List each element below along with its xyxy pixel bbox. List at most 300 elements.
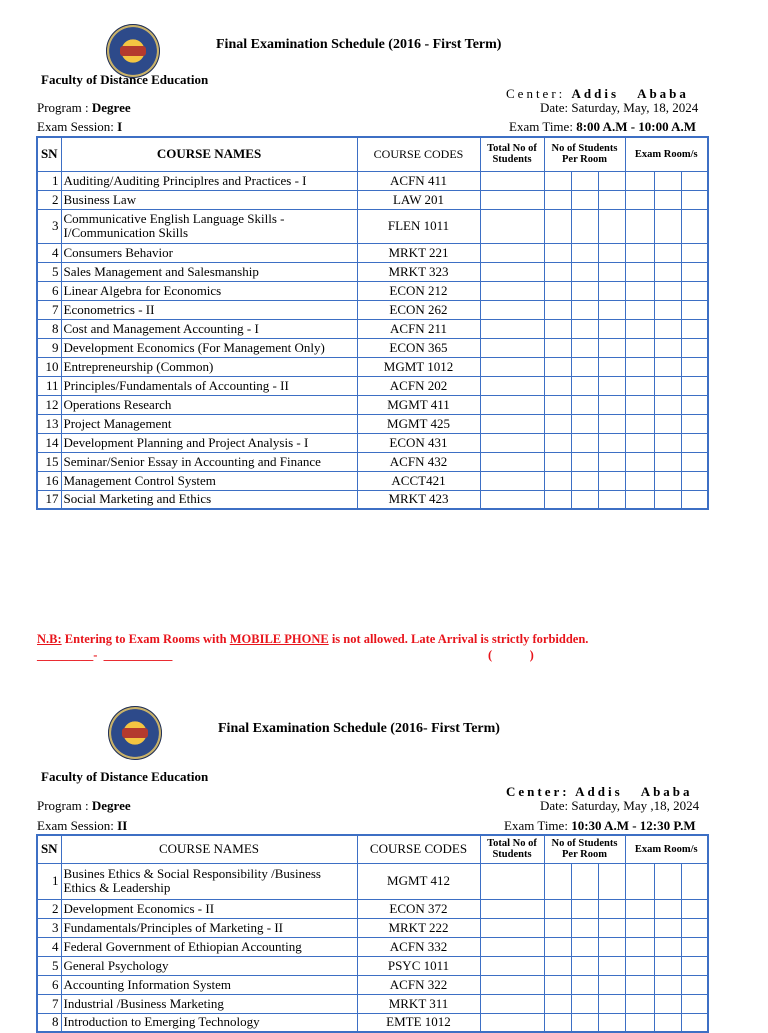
exam-room-cell [681, 471, 708, 490]
students-per-room-cell [571, 300, 598, 319]
course-code: MGMT 1012 [357, 357, 480, 376]
total-students-cell [480, 863, 544, 899]
exam-room-cell [625, 994, 654, 1013]
course-name: Accounting Information System [61, 975, 357, 994]
exam-room-cell [654, 281, 681, 300]
students-per-room-cell [544, 281, 571, 300]
row-sn: 15 [37, 452, 61, 471]
total-students-cell [480, 376, 544, 395]
table-row [37, 1013, 708, 1032]
signature-paren: ( ) [488, 648, 534, 662]
students-per-room-cell [544, 338, 571, 357]
total-students-cell [480, 414, 544, 433]
row-sn: 16 [37, 471, 61, 490]
total-students-cell [480, 1013, 544, 1032]
header-course-names: COURSE NAMES [61, 835, 357, 863]
students-per-room-cell [544, 471, 571, 490]
course-code: MGMT 425 [357, 414, 480, 433]
center-label: Center: [506, 784, 570, 799]
table-row [37, 490, 708, 509]
center-label: Center: [506, 86, 566, 101]
course-name: Industrial /Business Marketing [61, 994, 357, 1013]
row-sn: 10 [37, 357, 61, 376]
exam-room-cell [654, 243, 681, 262]
students-per-room-cell [598, 899, 625, 918]
header-students-per-room: No of Students Per Room [544, 137, 625, 171]
course-code: MRKT 323 [357, 262, 480, 281]
students-per-room-cell [598, 357, 625, 376]
exam-room-cell [654, 190, 681, 209]
table-row [37, 262, 708, 281]
students-per-room-cell [571, 414, 598, 433]
students-per-room-cell [571, 863, 598, 899]
time-line [504, 818, 696, 834]
header-sn: SN [37, 137, 61, 171]
course-code: ACFN 322 [357, 975, 480, 994]
row-sn: 1 [37, 171, 61, 190]
exam-room-cell [654, 433, 681, 452]
students-per-room-cell [571, 490, 598, 509]
header-total-students: Total No of Students [480, 137, 544, 171]
session-line [37, 818, 127, 834]
session-line [37, 119, 122, 135]
exam-room-cell [625, 395, 654, 414]
exam-room-cell [654, 471, 681, 490]
exam-room-cell [625, 863, 654, 899]
row-sn: 13 [37, 414, 61, 433]
total-students-cell [480, 395, 544, 414]
exam-room-cell [681, 243, 708, 262]
course-name: Business Law [61, 190, 357, 209]
exam-room-cell [625, 956, 654, 975]
students-per-room-cell [544, 209, 571, 243]
exam-room-cell [681, 319, 708, 338]
students-per-room-cell [544, 1013, 571, 1032]
row-sn: 2 [37, 899, 61, 918]
total-students-cell [480, 471, 544, 490]
students-per-room-cell [571, 918, 598, 937]
schedule-table-session-2 [36, 834, 709, 1033]
exam-room-cell [625, 357, 654, 376]
course-name: Principles/Fundamentals of Accounting - II [61, 376, 357, 395]
exam-room-cell [654, 171, 681, 190]
students-per-room-cell [598, 376, 625, 395]
table-row [37, 190, 708, 209]
students-per-room-cell [598, 190, 625, 209]
faculty-label: Faculty of Distance Education [41, 72, 209, 87]
table-row [37, 395, 708, 414]
table-row [37, 994, 708, 1013]
course-code: LAW 201 [357, 190, 480, 209]
students-per-room-cell [544, 300, 571, 319]
table-row [37, 975, 708, 994]
students-per-room-cell [571, 209, 598, 243]
notice [37, 632, 588, 647]
center-value: Addis Ababa [575, 784, 693, 799]
total-students-cell [480, 490, 544, 509]
row-sn: 14 [37, 433, 61, 452]
course-name: Communicative English Language Skills - I/Communication Skills [61, 209, 357, 243]
faculty-label: Faculty of Distance Education [41, 769, 209, 784]
notice-emphasis: MOBILE PHONE [229, 632, 329, 646]
course-code: MRKT 222 [357, 918, 480, 937]
row-sn: 6 [37, 281, 61, 300]
center-value: Addis Ababa [571, 86, 689, 101]
row-sn: 12 [37, 395, 61, 414]
total-students-cell [480, 243, 544, 262]
exam-room-cell [681, 357, 708, 376]
table-row [37, 376, 708, 395]
students-per-room-cell [598, 918, 625, 937]
course-name: Development Economics (For Management Only) [61, 338, 357, 357]
exam-room-cell [681, 338, 708, 357]
students-per-room-cell [598, 243, 625, 262]
header-students-per-room: No of Students Per Room [544, 835, 625, 863]
total-students-cell [480, 975, 544, 994]
total-students-cell [480, 956, 544, 975]
exam-room-cell [681, 414, 708, 433]
students-per-room-cell [544, 171, 571, 190]
exam-room-cell [625, 338, 654, 357]
course-name: Linear Algebra for Economics [61, 281, 357, 300]
row-sn: 3 [37, 918, 61, 937]
students-per-room-cell [544, 376, 571, 395]
exam-room-cell [681, 994, 708, 1013]
program-value: Degree [91, 798, 131, 813]
program-line [37, 100, 131, 116]
students-per-room-cell [598, 937, 625, 956]
students-per-room-cell [598, 863, 625, 899]
signature-line: _________- ___________ [37, 648, 173, 662]
course-code: ACFN 332 [357, 937, 480, 956]
exam-room-cell [625, 975, 654, 994]
exam-room-cell [625, 471, 654, 490]
header-course-names: COURSE NAMES [61, 137, 357, 171]
header-exam-rooms: Exam Room/s [625, 835, 708, 863]
students-per-room-cell [598, 994, 625, 1013]
table-row [37, 452, 708, 471]
students-per-room-cell [544, 975, 571, 994]
row-sn: 11 [37, 376, 61, 395]
row-sn: 4 [37, 937, 61, 956]
exam-room-cell [625, 1013, 654, 1032]
table-body-session-2 [37, 863, 708, 1032]
exam-room-cell [625, 209, 654, 243]
students-per-room-cell [598, 956, 625, 975]
header-course-codes: COURSE CODES [357, 835, 480, 863]
exam-room-cell [681, 918, 708, 937]
exam-room-cell [654, 1013, 681, 1032]
total-students-cell [480, 319, 544, 338]
exam-room-cell [681, 975, 708, 994]
students-per-room-cell [571, 471, 598, 490]
total-students-cell [480, 190, 544, 209]
students-per-room-cell [571, 994, 598, 1013]
exam-room-cell [625, 414, 654, 433]
exam-room-cell [654, 376, 681, 395]
students-per-room-cell [571, 357, 598, 376]
table-body-session-1 [37, 171, 708, 509]
table-row [37, 243, 708, 262]
header-sn: SN [37, 835, 61, 863]
notice-prefix: N.B: [37, 632, 62, 646]
total-students-cell [480, 338, 544, 357]
course-name: Introduction to Emerging Technology [61, 1013, 357, 1032]
students-per-room-cell [544, 414, 571, 433]
exam-room-cell [654, 357, 681, 376]
students-per-room-cell [571, 171, 598, 190]
table-row [37, 357, 708, 376]
students-per-room-cell [544, 490, 571, 509]
exam-room-cell [625, 281, 654, 300]
students-per-room-cell [544, 262, 571, 281]
students-per-room-cell [571, 452, 598, 471]
time-line [509, 119, 696, 135]
students-per-room-cell [571, 899, 598, 918]
students-per-room-cell [598, 471, 625, 490]
program-label: Program : [37, 798, 89, 813]
course-code: ECON 212 [357, 281, 480, 300]
total-students-cell [480, 262, 544, 281]
exam-room-cell [625, 433, 654, 452]
students-per-room-cell [598, 395, 625, 414]
exam-room-cell [654, 918, 681, 937]
table-row [37, 414, 708, 433]
students-per-room-cell [544, 937, 571, 956]
exam-room-cell [625, 899, 654, 918]
course-code: MRKT 423 [357, 490, 480, 509]
course-name: Project Management [61, 414, 357, 433]
header-exam-rooms: Exam Room/s [625, 137, 708, 171]
row-sn: 8 [37, 1013, 61, 1032]
table-row [37, 956, 708, 975]
students-per-room-cell [598, 281, 625, 300]
session-label: Exam Session: [37, 818, 114, 833]
course-name: Auditing/Auditing Principlres and Practices - I [61, 171, 357, 190]
course-name: Cost and Management Accounting - I [61, 319, 357, 338]
exam-room-cell [625, 262, 654, 281]
total-students-cell [480, 433, 544, 452]
course-name: Operations Research [61, 395, 357, 414]
students-per-room-cell [571, 975, 598, 994]
students-per-room-cell [571, 1013, 598, 1032]
exam-date: Date: Saturday, May, 18, 2024 [540, 100, 699, 115]
time-value: 10:30 A.M - 12:30 P.M [571, 818, 696, 833]
total-students-cell [480, 171, 544, 190]
exam-room-cell [625, 171, 654, 190]
students-per-room-cell [544, 956, 571, 975]
students-per-room-cell [598, 319, 625, 338]
exam-room-cell [625, 190, 654, 209]
schedule-title: Final Examination Schedule (2016 - First Term) [216, 37, 502, 52]
exam-room-cell [654, 395, 681, 414]
students-per-room-cell [544, 899, 571, 918]
table-row [37, 433, 708, 452]
students-per-room-cell [598, 338, 625, 357]
students-per-room-cell [544, 918, 571, 937]
exam-room-cell [681, 433, 708, 452]
exam-room-cell [681, 300, 708, 319]
exam-room-cell [681, 209, 708, 243]
total-students-cell [480, 918, 544, 937]
exam-room-cell [654, 863, 681, 899]
exam-room-cell [654, 956, 681, 975]
course-name: Consumers Behavior [61, 243, 357, 262]
students-per-room-cell [544, 395, 571, 414]
course-name: Management Control System [61, 471, 357, 490]
exam-room-cell [654, 937, 681, 956]
exam-room-cell [654, 300, 681, 319]
course-code: MRKT 311 [357, 994, 480, 1013]
course-name: Busines Ethics & Social Responsibility /Business Ethics & Leadership [61, 863, 357, 899]
course-name: Seminar/Senior Essay in Accounting and Finance [61, 452, 357, 471]
course-name: Development Planning and Project Analysis - I [61, 433, 357, 452]
course-code: ECON 365 [357, 338, 480, 357]
course-code: ACFN 211 [357, 319, 480, 338]
course-code: ECON 372 [357, 899, 480, 918]
exam-room-cell [681, 863, 708, 899]
time-label: Exam Time: [509, 119, 573, 134]
total-students-cell [480, 357, 544, 376]
row-sn: 7 [37, 994, 61, 1013]
notice-text-b: is not allowed. Late Arrival is strictly forbidden. [328, 632, 589, 646]
table-row [37, 918, 708, 937]
course-name: Fundamentals/Principles of Marketing - II [61, 918, 357, 937]
exam-room-cell [654, 209, 681, 243]
course-code: MGMT 411 [357, 395, 480, 414]
total-students-cell [480, 452, 544, 471]
course-name: Sales Management and Salesmanship [61, 262, 357, 281]
course-code: FLEN 1011 [357, 209, 480, 243]
exam-room-cell [681, 190, 708, 209]
row-sn: 4 [37, 243, 61, 262]
row-sn: 2 [37, 190, 61, 209]
exam-room-cell [654, 262, 681, 281]
students-per-room-cell [544, 433, 571, 452]
exam-room-cell [654, 319, 681, 338]
students-per-room-cell [571, 433, 598, 452]
exam-room-cell [681, 490, 708, 509]
course-code: ECON 431 [357, 433, 480, 452]
course-name: Econometrics - II [61, 300, 357, 319]
students-per-room-cell [598, 414, 625, 433]
session-value: II [117, 818, 128, 833]
table-row [37, 209, 708, 243]
exam-room-cell [654, 899, 681, 918]
course-name: Social Marketing and Ethics [61, 490, 357, 509]
exam-date: Date: Saturday, May ,18, 2024 [540, 798, 700, 813]
university-logo [106, 24, 160, 78]
exam-room-cell [681, 395, 708, 414]
exam-room-cell [681, 956, 708, 975]
exam-room-cell [625, 937, 654, 956]
students-per-room-cell [598, 490, 625, 509]
students-per-room-cell [598, 300, 625, 319]
students-per-room-cell [544, 452, 571, 471]
header-total-students: Total No of Students [480, 835, 544, 863]
time-value: 8:00 A.M - 10:00 A.M [576, 119, 697, 134]
students-per-room-cell [571, 937, 598, 956]
students-per-room-cell [544, 190, 571, 209]
exam-room-cell [654, 338, 681, 357]
course-code: ECON 262 [357, 300, 480, 319]
row-sn: 3 [37, 209, 61, 243]
program-value: Degree [91, 100, 131, 115]
exam-room-cell [625, 452, 654, 471]
students-per-room-cell [544, 319, 571, 338]
exam-room-cell [681, 937, 708, 956]
table-row [37, 300, 708, 319]
exam-room-cell [654, 452, 681, 471]
header-course-codes: COURSE CODES [357, 137, 480, 171]
exam-room-cell [625, 243, 654, 262]
course-name: General Psychology [61, 956, 357, 975]
program-label: Program : [37, 100, 89, 115]
table-row [37, 863, 708, 899]
exam-room-cell [681, 899, 708, 918]
exam-room-cell [654, 975, 681, 994]
course-name: Development Economics - II [61, 899, 357, 918]
students-per-room-cell [571, 956, 598, 975]
row-sn: 6 [37, 975, 61, 994]
exam-room-cell [681, 262, 708, 281]
exam-room-cell [625, 918, 654, 937]
exam-room-cell [625, 376, 654, 395]
students-per-room-cell [571, 338, 598, 357]
course-code: EMTE 1012 [357, 1013, 480, 1032]
students-per-room-cell [571, 376, 598, 395]
table-row [37, 937, 708, 956]
row-sn: 8 [37, 319, 61, 338]
total-students-cell [480, 300, 544, 319]
exam-room-cell [654, 490, 681, 509]
program-line [37, 798, 131, 814]
exam-room-cell [625, 319, 654, 338]
exam-room-cell [681, 376, 708, 395]
course-code: MGMT 412 [357, 863, 480, 899]
row-sn: 5 [37, 262, 61, 281]
students-per-room-cell [544, 994, 571, 1013]
time-label: Exam Time: [504, 818, 568, 833]
exam-room-cell [681, 1013, 708, 1032]
exam-room-cell [625, 490, 654, 509]
course-code: ACFN 411 [357, 171, 480, 190]
students-per-room-cell [544, 863, 571, 899]
students-per-room-cell [598, 452, 625, 471]
table-row [37, 319, 708, 338]
students-per-room-cell [598, 975, 625, 994]
table-row [37, 171, 708, 190]
exam-room-cell [681, 171, 708, 190]
students-per-room-cell [571, 319, 598, 338]
table-row [37, 338, 708, 357]
exam-room-cell [625, 300, 654, 319]
table-row [37, 899, 708, 918]
total-students-cell [480, 994, 544, 1013]
course-code: MRKT 221 [357, 243, 480, 262]
exam-room-cell [654, 414, 681, 433]
row-sn: 7 [37, 300, 61, 319]
row-sn: 1 [37, 863, 61, 899]
course-code: ACFN 202 [357, 376, 480, 395]
students-per-room-cell [544, 243, 571, 262]
students-per-room-cell [571, 395, 598, 414]
total-students-cell [480, 899, 544, 918]
students-per-room-cell [571, 262, 598, 281]
course-name: Federal Government of Ethiopian Accounting [61, 937, 357, 956]
students-per-room-cell [598, 209, 625, 243]
students-per-room-cell [598, 171, 625, 190]
